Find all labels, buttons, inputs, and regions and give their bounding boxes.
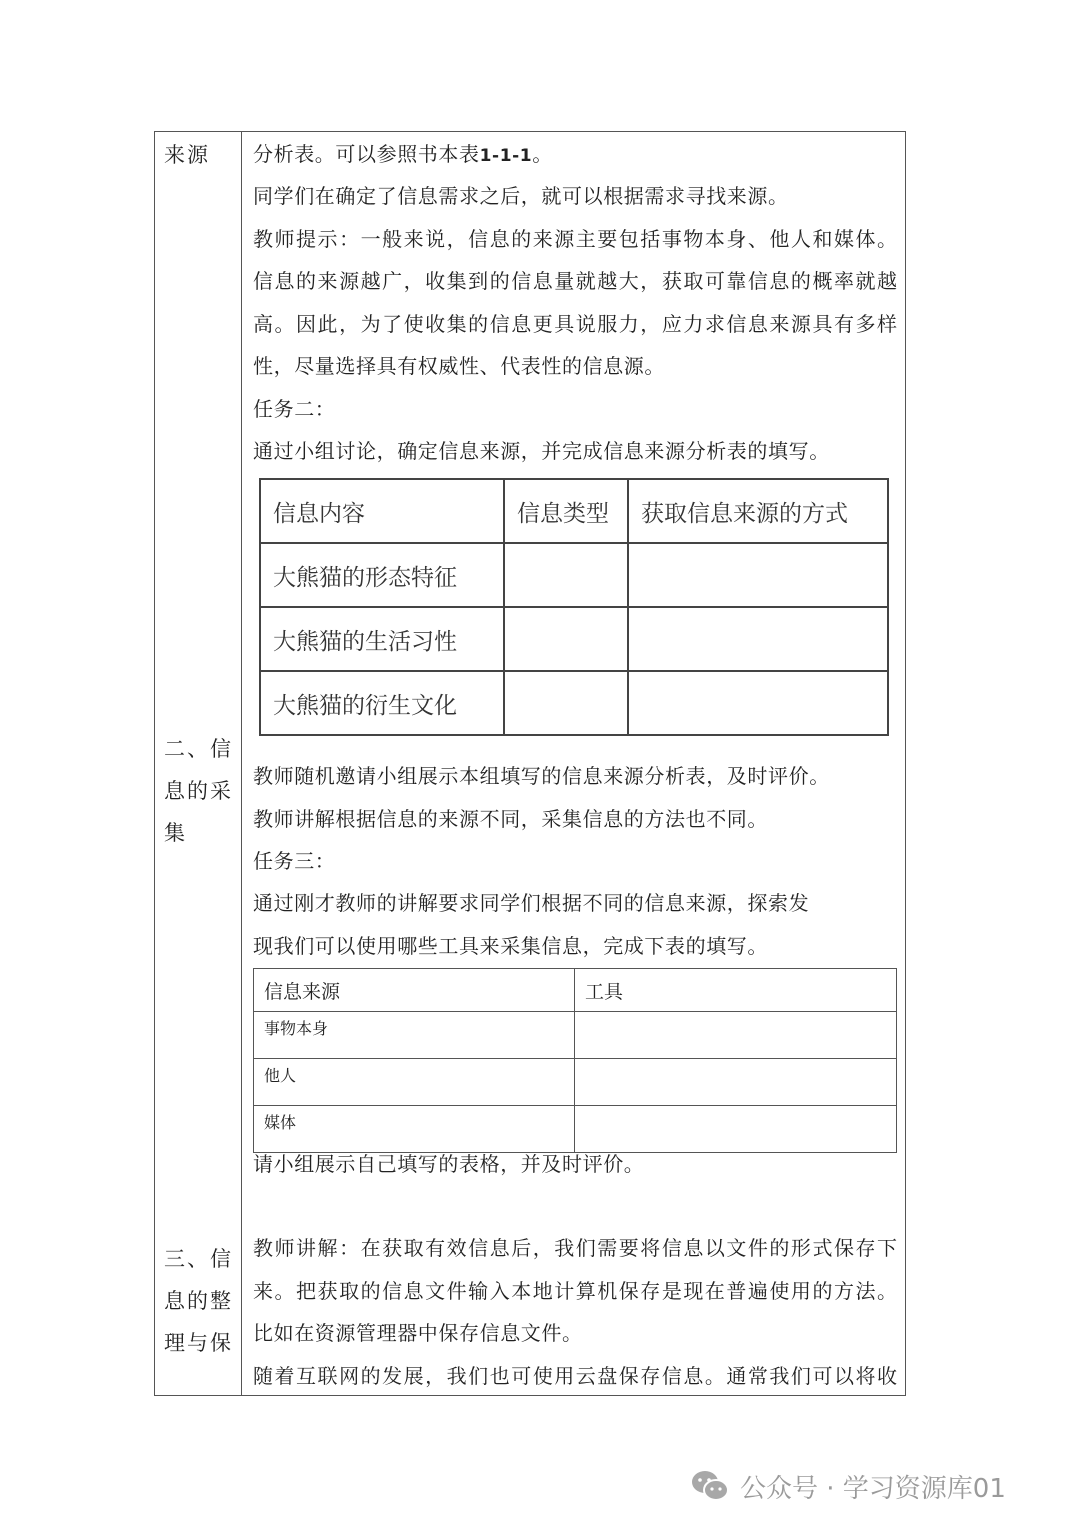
text-line-13: 现我们可以使用哪些工具来采集信息，完成下表的填写。 [253,934,768,958]
text-line-5: 高。因此，为了使收集的信息更具说服力，应力求信息来源具有多样 [253,312,897,336]
task-two-heading: 任务二： [253,397,336,421]
section-label-line: 二、信 [164,737,233,761]
section-label-line: 三、信 [164,1247,233,1271]
collection-tools-table [253,968,897,1153]
table-cell-empty [504,607,628,671]
text-line-6: 性，尽量选择具有权威性、代表性的信息源。 [253,354,665,378]
table-cell: 他人 [254,1059,575,1106]
table-cell-empty [504,543,628,607]
table-reference: 1-1-1 [479,146,533,166]
text-line-4: 信息的来源越广，收集到的信息量就越大，获取可靠信息的概率就越 [253,269,897,293]
table-header-cell: 获取信息来源的方式 [628,479,888,543]
text-line-8: 通过小组讨论，确定信息来源，并完成信息来源分析表的填写。 [253,439,830,463]
text-line-12: 通过刚才教师的讲解要求同学们根据不同的信息来源，探索发 [253,891,810,915]
table-cell: 大熊猫的衍生文化 [260,671,504,735]
info-source-analysis-table [259,478,889,736]
task-three-heading: 任务三： [253,849,336,873]
section-label-organize [164,1238,236,1364]
text-line-17: 比如在资源管理器中保存信息文件。 [253,1321,583,1345]
section-label-collection [164,728,236,854]
table-header-cell: 信息类型 [504,479,628,543]
table-row [260,671,888,735]
table-row [260,543,888,607]
table-row [254,1059,897,1106]
table-header-cell: 信息来源 [254,969,575,1012]
table-cell-empty [575,1059,897,1106]
watermark-text: 公众号 · 学习资源库01 [740,1473,1006,1504]
text-line-9: 教师随机邀请小组展示本组填写的信息来源分析表，及时评价。 [253,764,830,788]
table-cell-empty [575,1012,897,1059]
table-header-cell: 工具 [575,969,897,1012]
section-label-line: 息的采 [164,779,233,803]
section-label-source [164,134,236,176]
table-header-row [260,479,888,543]
table-cell-empty [504,671,628,735]
section-label-line: 来源 [164,143,210,167]
table-cell-empty [628,671,888,735]
text-line-2: 同学们在确定了信息需求之后，就可以根据需求寻找来源。 [253,184,789,208]
table-cell-empty [575,1106,897,1153]
section-label-line: 息的整 [164,1289,233,1313]
text-line-10: 教师讲解根据信息的来源不同，采集信息的方法也不同。 [253,807,768,831]
table-cell: 媒体 [254,1106,575,1153]
watermark [690,1464,1006,1508]
table-header-row [254,969,897,1012]
text-line-3: 教师提示：一般来说，信息的来源主要包括事物本身、他人和媒体。 [253,227,897,251]
text-line-18: 随着互联网的发展，我们也可使用云盘保存信息。通常我们可以将收 [253,1364,897,1388]
text-line-15: 教师讲解：在获取有效信息后，我们需要将信息以文件的形式保存下 [253,1236,897,1260]
column-divider [241,132,242,1395]
text-line-1: 分析表。可以参照书本表1-1-1。 [253,142,553,166]
section-label-line: 集 [164,821,187,845]
wechat-icon [690,1469,730,1503]
table-cell-empty [628,607,888,671]
table-cell: 大熊猫的生活习性 [260,607,504,671]
table-header-cell: 信息内容 [260,479,504,543]
table-cell: 事物本身 [254,1012,575,1059]
lesson-table [154,131,906,1396]
table-row [260,607,888,671]
table-cell-empty [628,543,888,607]
table-row [254,1106,897,1153]
table-row [254,1012,897,1059]
section-label-line: 理与保 [164,1331,233,1355]
table-cell: 大熊猫的形态特征 [260,543,504,607]
text-line-14: 请小组展示自己填写的表格，并及时评价。 [253,1152,645,1176]
text-line-16: 来。把获取的信息文件输入本地计算机保存是现在普遍使用的方法。 [253,1279,897,1303]
